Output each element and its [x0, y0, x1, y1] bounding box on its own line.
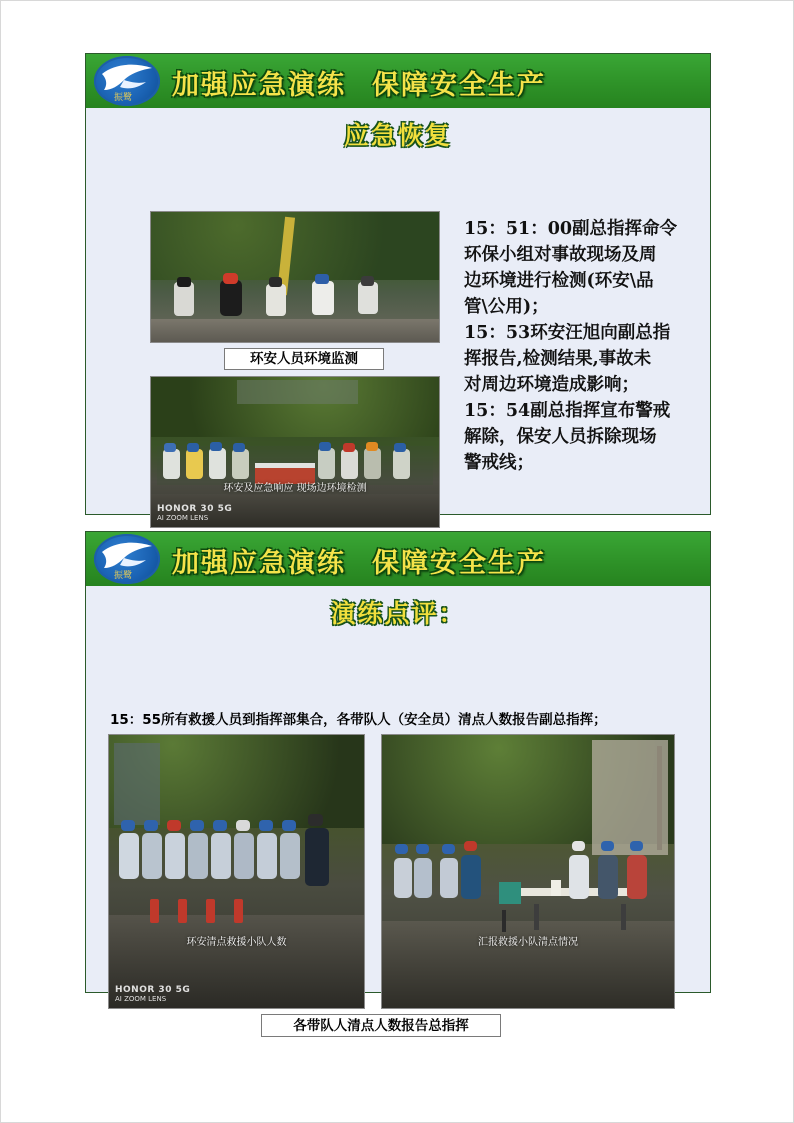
- slide1-text-line-4: 管\公用)；: [464, 297, 549, 317]
- photo-headcount-right: [381, 734, 675, 1009]
- slide1-banner-text-left: 加强应急演练: [172, 70, 346, 101]
- slide1-text-line-9: 解除，保安人员拆除现场: [464, 427, 657, 447]
- photo-overlay-label: 环安清点救援小队人数: [186, 936, 287, 948]
- svg-text:振鹭: 振鹭: [114, 571, 133, 581]
- slide1-text-line-3: 边环境进行检测(环安\品: [464, 271, 654, 291]
- photo-environment-monitoring: [150, 211, 440, 343]
- eagle-logo-icon: [94, 56, 160, 106]
- caption-headcount: 各带队人清点人数报告总指挥: [261, 1014, 501, 1037]
- slide2-lead-text: 15：55所有救援人员到指挥部集合，各带队人（安全员）清点人数报告副总指挥；: [110, 712, 607, 728]
- slide1-banner-title: [172, 63, 700, 102]
- slide1-banner: [86, 54, 710, 108]
- svg-text:振鹭: 振鹭: [114, 93, 133, 103]
- caption-environment-monitoring: 环安人员环境监测: [224, 348, 384, 370]
- slide2-banner: [86, 532, 710, 586]
- slide1-banner-text-right: 保障安全生产: [372, 70, 546, 101]
- photo-scene: [151, 377, 439, 527]
- slide1-text-line-5: 15：53环安汪旭向副总指: [464, 323, 671, 343]
- slide-drill-review: [85, 531, 711, 1034]
- photo-watermark: [157, 505, 232, 523]
- photo-watermark-model: HONOR 30 5G: [157, 504, 233, 514]
- photo-overlay-label: 环安及应急响应 现场边环境检测: [223, 483, 367, 494]
- slide1-text-line-10: 警戒线；: [464, 453, 534, 473]
- photo-scene: [382, 735, 674, 1008]
- slide1-text-line-8: 15：54副总指挥宣布警戒: [464, 401, 671, 421]
- slide2-banner-text-left: 加强应急演练: [172, 548, 346, 579]
- slide1-text-line-6: 挥报告,检测结果,事故未: [464, 349, 652, 369]
- photo-scene: [109, 735, 364, 1008]
- slide2-banner-text-right: 保障安全生产: [372, 548, 546, 579]
- slide2-title: 演练点评：: [330, 599, 466, 628]
- photo-site-inspection: [150, 376, 440, 528]
- photo-watermark-lens: AI ZOOM LENS: [115, 995, 167, 1003]
- slide1-text-line-1: 15：51：00副总指挥命令: [464, 219, 678, 239]
- photo-scene: [151, 212, 439, 342]
- slide1-text-line-2: 环保小组对事故现场及周: [464, 245, 657, 265]
- slide-emergency-recovery: [85, 53, 711, 522]
- photo-watermark-lens: AI ZOOM LENS: [157, 514, 209, 522]
- slide1-body: [86, 116, 710, 576]
- photo-watermark: [115, 986, 190, 1004]
- slide1-title: 应急恢复: [343, 121, 452, 150]
- eagle-logo-icon: [94, 534, 160, 584]
- slide2-banner-title: [172, 541, 700, 580]
- photo-headcount-left: [108, 734, 365, 1009]
- photo-watermark-model: HONOR 30 5G: [115, 985, 191, 995]
- slide1-text-line-7: 对周边环境造成影响；: [464, 375, 639, 395]
- photo-overlay-label: 汇报救援小队清点情况: [478, 936, 578, 948]
- slide2-body: [86, 594, 710, 1054]
- slide1-text-block: [464, 216, 704, 476]
